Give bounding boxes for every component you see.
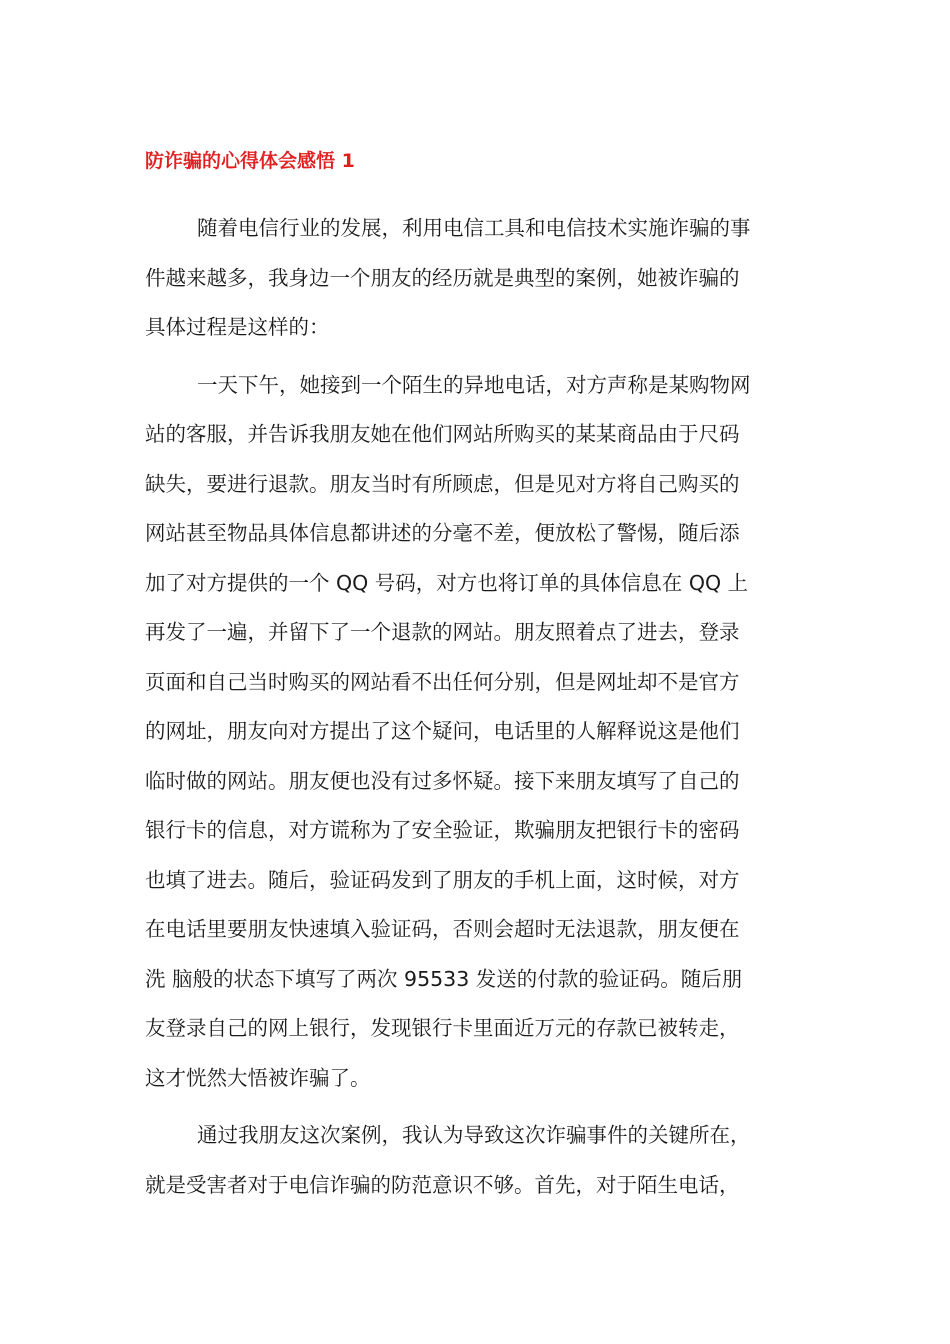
paragraph-line: 这才恍然大悟被诈骗了。 [145,1065,371,1090]
paragraph-line: 洗 脑般的状态下填写了两次 95533 发送的付款的验证码。随后朋 [145,966,743,991]
paragraph-line: 在电话里要朋友快速填入验证码，否则会超时无法退款，朋友便在 [145,917,740,941]
paragraph-line: 具体过程是这样的： [145,315,330,339]
paragraph-line: 随着电信行业的发展，利用电信工具和电信技术实施诈骗的事 [197,216,751,240]
paragraph-2 [145,361,795,1104]
paragraph-line: 一天下午，她接到一个陌生的异地电话，对方声称是某购物网 [197,372,751,397]
paragraph-line: 的网址，朋友向对方提出了这个疑问，电话里的人解释说这是他们 [145,719,740,743]
paragraph-1 [145,204,795,353]
paragraph-line: 友登录自己的网上银行，发现银行卡里面近万元的存款已被转走， [145,1016,740,1040]
paragraph-line: 就是受害者对于电信诈骗的防范意识不够。首先，对于陌生电话， [145,1172,740,1197]
paragraph-spacer [145,353,795,361]
document-title: 防诈骗的心得体会感悟 1 [145,150,355,172]
paragraph-line: 页面和自己当时购买的网站看不出任何分别，但是网址却不是官方 [145,669,740,694]
paragraph-line: 银行卡的信息，对方谎称为了安全验证，欺骗朋友把银行卡的密码 [145,818,740,842]
paragraph-line: 临时做的网站。朋友便也没有过多怀疑。接下来朋友填写了自己的 [145,768,740,793]
paragraph-line: 网站甚至物品具体信息都讲述的分毫不差，便放松了警惕，随后添 [145,521,740,545]
paragraph-3 [145,1111,795,1210]
paragraph-line: 件越来越多，我身边一个朋友的经历就是典型的案例，她被诈骗的 [145,265,740,290]
paragraph-line: 再发了一遍，并留下了一个退款的网站。朋友照着点了进去，登录 [145,620,740,644]
document-content [145,138,795,1210]
paragraph-line: 也填了进去。随后，验证码发到了朋友的手机上面，这时候，对方 [145,867,740,892]
paragraph-spacer [145,1103,795,1111]
paragraph-line: 加了对方提供的一个 QQ 号码，对方也将订单的具体信息在 QQ 上 [145,570,749,595]
paragraph-line: 缺失，要进行退款。朋友当时有所顾虑，但是见对方将自己购买的 [145,471,740,496]
paragraph-line: 通过我朋友这次案例，我认为导致这次诈骗事件的关键所在， [197,1123,751,1147]
paragraph-line: 站的客服，并告诉我朋友她在他们网站所购买的某某商品由于尺码 [145,422,740,446]
title-spacer [145,184,795,204]
